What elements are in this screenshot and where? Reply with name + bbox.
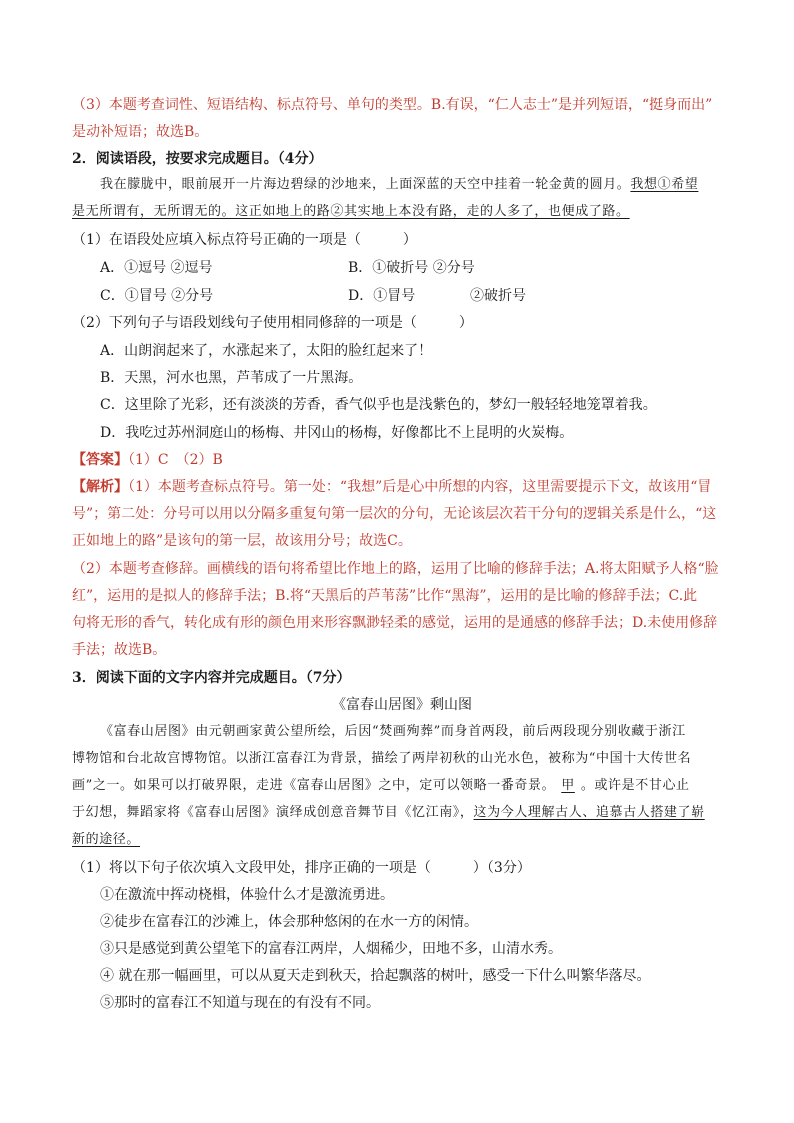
option-a: A．①逗号 ②逗号 <box>100 260 213 276</box>
analysis-line-6: 句将无形的香气，转化成有形的颜色用来形容飘渺轻柔的感觉，运用的是通感的修辞手法；D.未使用修辞 <box>72 615 718 631</box>
passage-line-2: 是无所谓有，无所谓无的。这正如地上的路②其实地上本没有路，走的人多了，也便成了路。 <box>72 204 630 219</box>
passage-underlined-text: 这为今人理解古人、追慕古人搭建了崭 <box>473 805 705 820</box>
analysis-text: （1）本题考查标点符号。第一处：“我想”后是心中所想的内容，这里需要提示下文，故该用“冒 <box>128 479 712 495</box>
passage-text: 于幻想，舞蹈家将《富春山居图》演绎成创意音舞节目《忆江南》， <box>72 805 474 820</box>
analysis-continuation-line-2: 是动补短语；故选B。 <box>72 124 209 140</box>
analysis-tag: 【解析】 <box>72 479 128 495</box>
analysis-line-3: 正如地上的路”是该句的第一层，故该用分号；故选C。 <box>72 533 412 549</box>
passage-3-line-5: 新的途径。 <box>72 832 141 847</box>
analysis-text: （3）本题考查词性、短语结构、标点符号、单句的类型。B.有误， <box>72 97 488 113</box>
question-3-title: 3．阅读下面的文字内容并完成题目。（7分） <box>72 670 351 686</box>
sub2-option-b: B．天黑，河水也黑，芦苇成了一片黑海。 <box>100 370 363 386</box>
analysis-line-2: 号”；第二处：分号可以用以分隔多重复句第一层次的分句，无论该层次若干分句的逻辑关系是什么，“这 <box>72 506 717 522</box>
analysis-line-7: 手法；故选B。 <box>72 642 167 658</box>
sentence-4: ④ 就在那一幅画里，可以从夏天走到秋天，拾起飘落的树叶，感受一下什么叫繁华落尽。 <box>100 968 651 984</box>
passage-text: 。或许是不甘心止 <box>580 778 690 793</box>
sub2-option-a: A．山朗润起来了，水涨起来了，太阳的脸红起来了！ <box>100 343 433 359</box>
passage-line-1 <box>100 175 730 195</box>
passage-3-line-2: 博物馆和台北故宫博物馆。以浙江富春江为背景，描绘了两岸初秋的山光水色，被称为“中国十大传世名 <box>72 751 692 766</box>
option-d-part2: ②破折号 <box>470 288 526 304</box>
sub2-option-c: C．这里除了光彩，还有淡淡的芳香，香气似乎也是浅紫色的，梦幻一般轻轻地笼罩着我。 <box>100 397 657 413</box>
question-2-title: 2．阅读语段，按要求完成题目。（4分） <box>72 151 323 167</box>
sentence-2: ②徒步在富春江的沙滩上，体会那种悠闲的在水一方的闲情。 <box>100 914 478 930</box>
sub2-option-d: D．我吃过苏州洞庭山的杨梅、井冈山的杨梅，好像都比不上昆明的火炭梅。 <box>100 425 574 441</box>
answer-text: （1）C （2）B <box>128 452 223 468</box>
passage-text: 画”之一。如果可以打破界限，走进《富春山居图》之中，定可以领略一番奇景。 <box>72 778 556 793</box>
analysis-continuation-line-1 <box>72 95 732 115</box>
analysis-line-5: 红”，运用的是拟人的修辞手法；B.将“天黑后的芦苇荡”比作“黑海”，运用的是比喻的修辞手法；C.此 <box>72 588 698 604</box>
passage-underlined-text: 我想①希望 <box>630 177 699 192</box>
option-c: C．①冒号 ②分号 <box>100 288 214 304</box>
analysis-line-4: （2）本题考查修辞。画横线的语句将希望比作地上的路，运用了比喻的修辞手法；A.将太阳赋予人格“脸 <box>72 561 719 577</box>
analysis-text-quote: “仁人志士”是并列短语，“挺身而出” <box>487 97 713 113</box>
answer-tag: 【答案】 <box>72 452 128 468</box>
passage-3-line-3 <box>72 776 732 796</box>
sentence-3: ③只是感觉到黄公望笔下的富春江两岸，人烟稀少，田地不多，山清水秀。 <box>100 941 562 957</box>
question-3-sub1: （1）将以下句子依次填入文段甲处，排序正确的一项是（ ）（3分） <box>72 860 531 876</box>
passage-3-line-4 <box>72 803 732 823</box>
answer-line <box>72 450 732 470</box>
question-2-sub1: （1）在语段处应填入标点符号正确的一项是（ ） <box>72 232 417 248</box>
question-2-sub2: （2）下列句子与语段划线句子使用相同修辞的一项是（ ） <box>72 315 473 331</box>
passage-heading: 《富春山居图》剩山图 <box>332 697 472 713</box>
passage-text: 我在朦胧中，眼前展开一片海边碧绿的沙地来，上面深蓝的天空中挂着一轮金黄的圆月。 <box>100 177 631 192</box>
option-d-part1: D．①冒号 <box>348 288 416 304</box>
analysis-line-1 <box>72 477 732 497</box>
option-b: B．①破折号 ②分号 <box>348 260 475 276</box>
blank-marker: 甲 <box>561 778 575 793</box>
sentence-1: ①在激流中挥动桡楫，体验什么才是激流勇进。 <box>100 887 394 903</box>
sentence-5: ⑤那时的富春江不知道与现在的有没有不同。 <box>100 995 380 1011</box>
passage-3-line-1: 《富春山居图》由元朝画家黄公望所绘，后因“焚画殉葬”而身首两段，前后两段现分别收藏于浙江 <box>100 724 686 739</box>
